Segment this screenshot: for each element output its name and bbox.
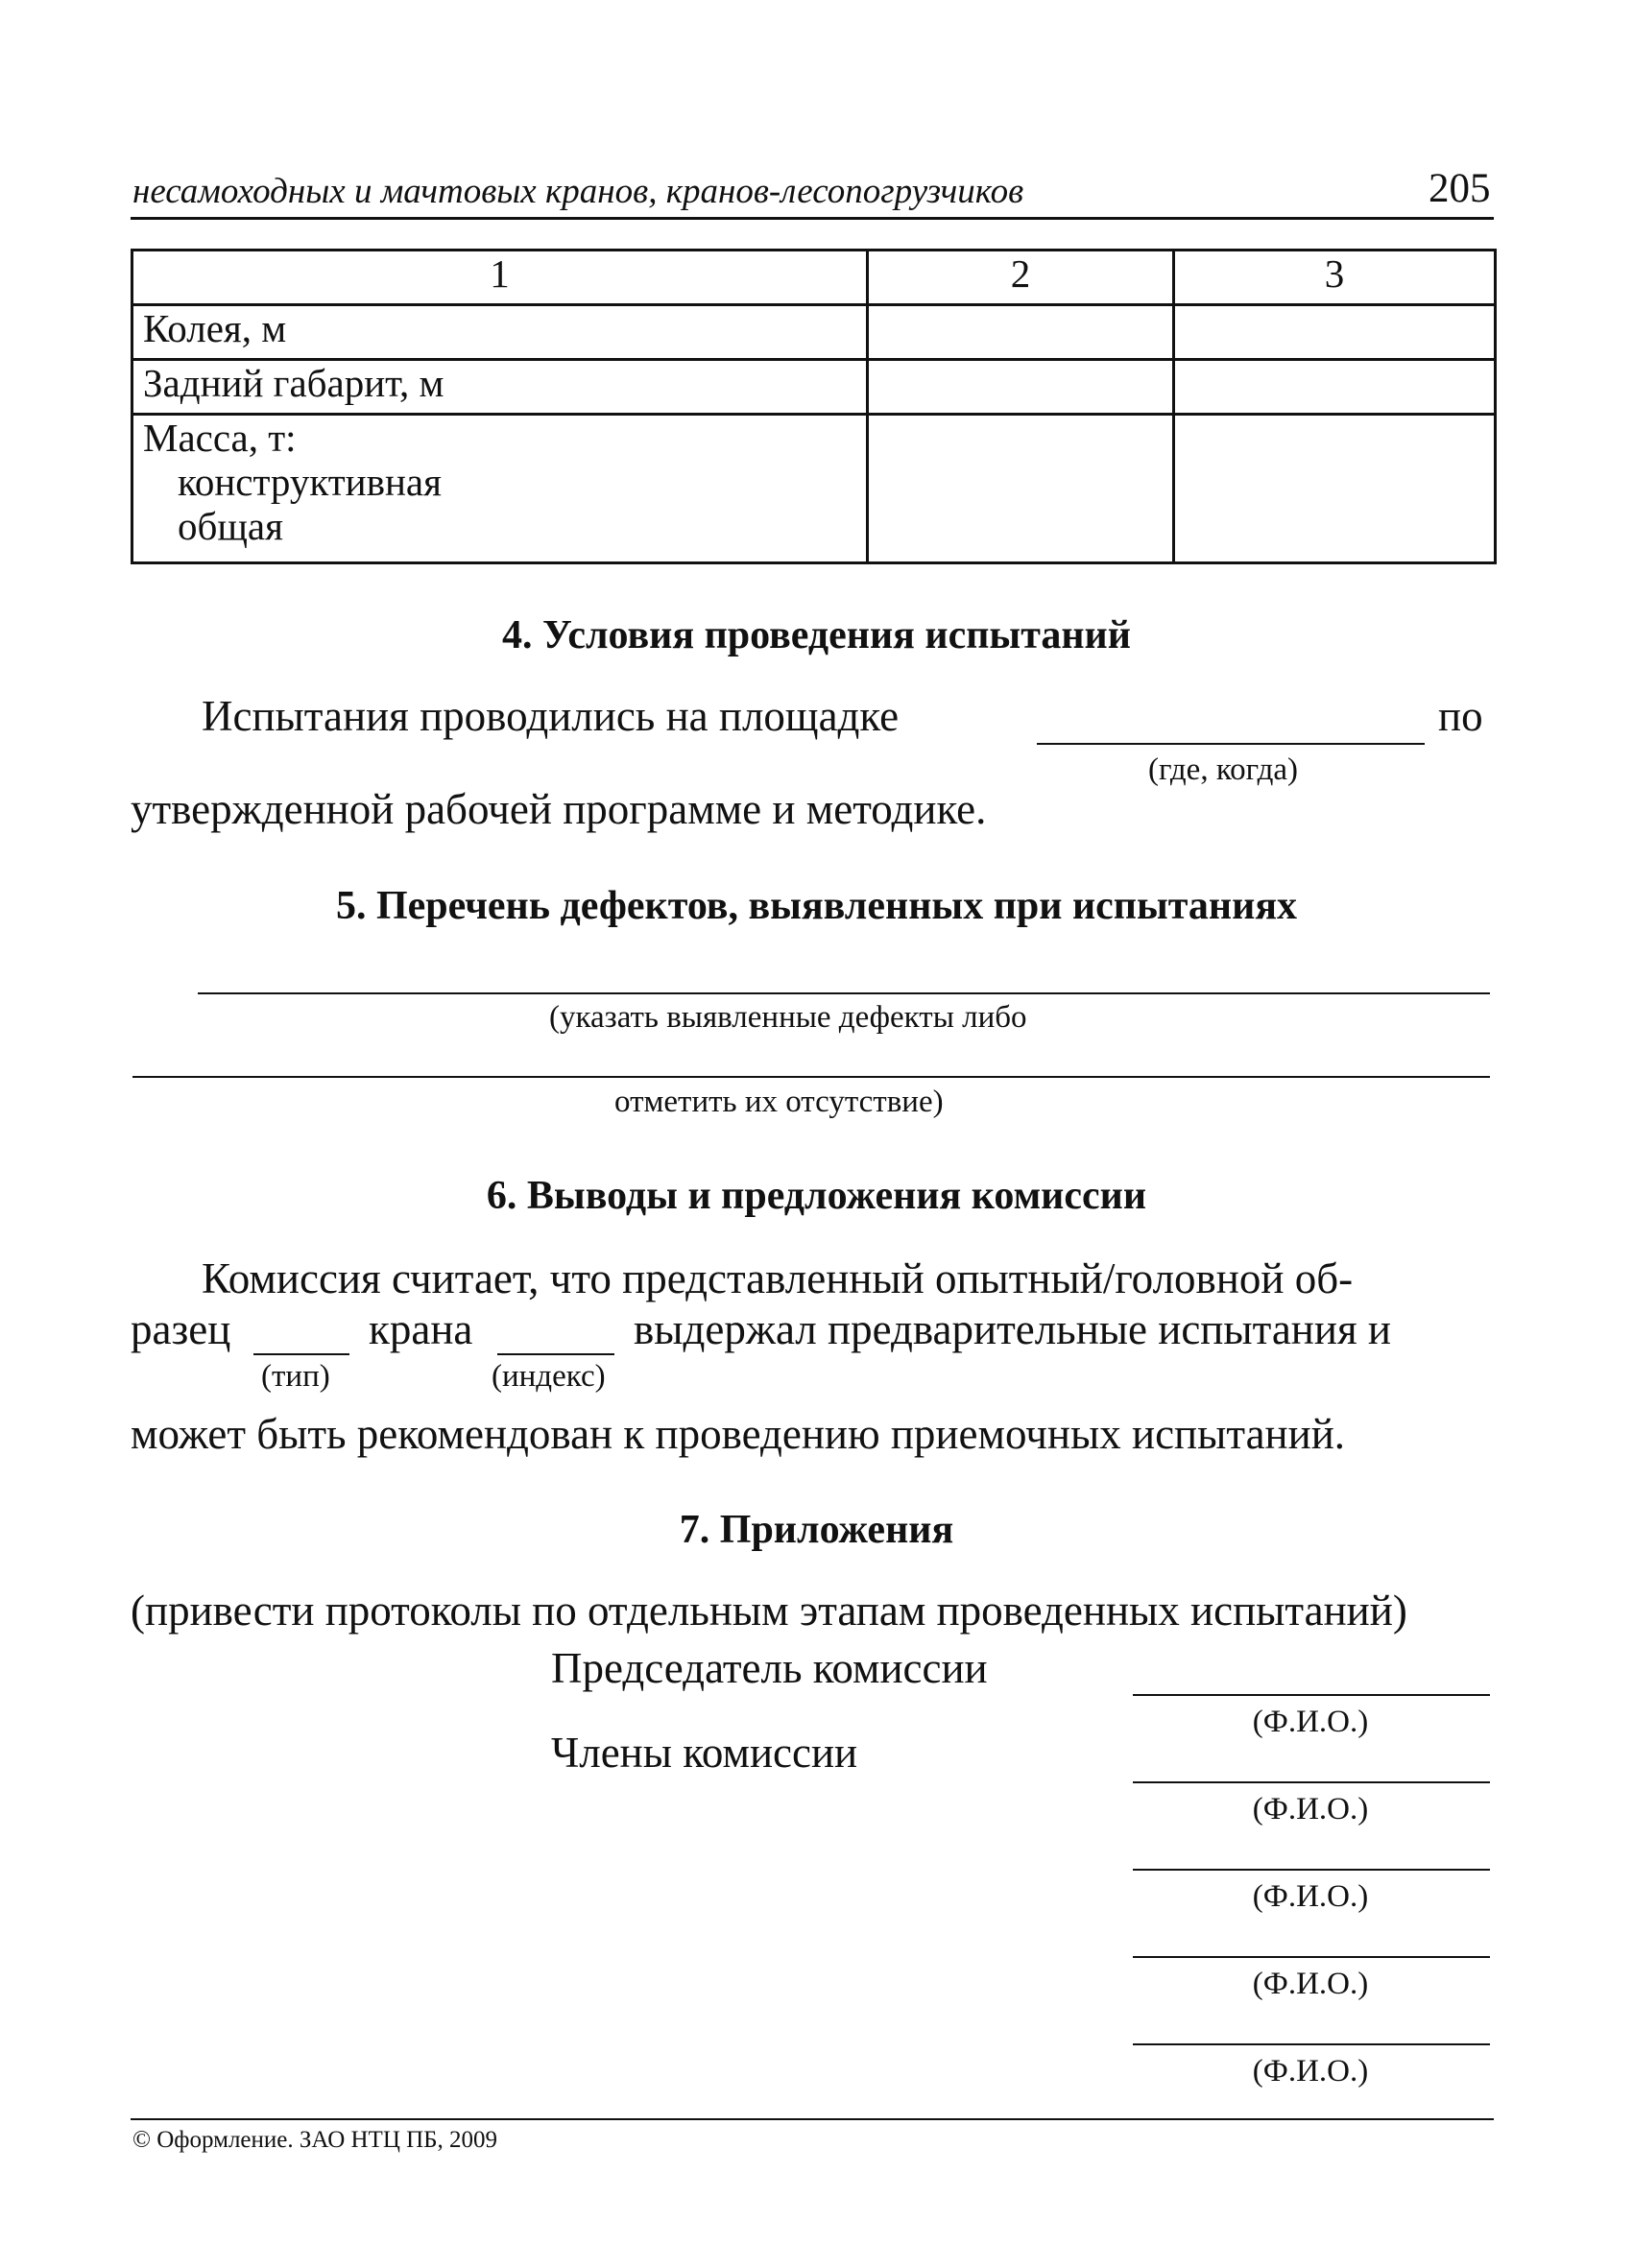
page-number: 205 (1429, 166, 1491, 211)
index-blank (497, 1353, 614, 1355)
section-6-line2-rest: выдержал предварительные испытания и (634, 1305, 1391, 1353)
section-5-title: 5. Перечень дефектов, выявленных при испытаниях (335, 884, 1298, 928)
table-cell (868, 305, 1174, 360)
table-row (132, 415, 1496, 563)
signature-line (1133, 1694, 1490, 1696)
word-krana: крана (369, 1305, 473, 1353)
mass-total: общая (178, 504, 283, 548)
header-divider (131, 217, 1494, 220)
column-header: 1 (132, 251, 868, 305)
row-label: Задний габарит, м (132, 360, 868, 415)
row-label-mass (132, 415, 868, 563)
section-4-line2: утвержденной рабочей программе и методике. (131, 785, 987, 833)
row-label: Колея, м (132, 305, 868, 360)
fio-caption: (Ф.И.О.) (1252, 1967, 1369, 2001)
section-4-title: 4. Условия проведения испытаний (502, 613, 1131, 657)
where-when-caption: (где, когда) (1148, 752, 1298, 787)
section-7-title: 7. Приложения (679, 1508, 954, 1552)
defects-line-2 (132, 1076, 1490, 1078)
column-header: 2 (868, 251, 1174, 305)
fio-caption: (Ф.И.О.) (1252, 2054, 1369, 2089)
copyright: © Оформление. ЗАО НТЦ ПБ, 2009 (132, 2127, 498, 2153)
table-cell (868, 415, 1174, 563)
mass-label: Масса, т: (143, 416, 297, 460)
parameters-table (131, 249, 1497, 564)
type-caption: (тип) (261, 1359, 330, 1394)
signature-line (1133, 1869, 1490, 1871)
footer-divider (131, 2118, 1494, 2120)
mass-constructive: конструктивная (178, 460, 442, 504)
table-cell (868, 360, 1174, 415)
table-row (132, 305, 1496, 360)
signature-line (1133, 2043, 1490, 2045)
column-header: 3 (1174, 251, 1496, 305)
fio-caption: (Ф.И.О.) (1252, 1792, 1369, 1826)
table-header-row (132, 251, 1496, 305)
type-blank (253, 1353, 349, 1355)
section-7-instruction: (привести протоколы по отдельным этапам проведенных испытаний) (131, 1587, 1407, 1635)
members-label: Члены комиссии (551, 1729, 858, 1777)
table-cell (1174, 360, 1496, 415)
section-6-title: 6. Выводы и предложения комиссии (486, 1174, 1147, 1218)
chairman-label: Председатель комиссии (551, 1644, 988, 1692)
defects-line-1 (198, 992, 1490, 994)
defects-caption-1: (указать выявленные дефекты либо (549, 1000, 1027, 1035)
section-4-line1: Испытания проводились на площадке (202, 692, 900, 740)
signature-line (1133, 1781, 1490, 1783)
signature-line (1133, 1956, 1490, 1958)
fio-caption: (Ф.И.О.) (1252, 1879, 1369, 1914)
section-4-po: по (1438, 692, 1483, 740)
defects-caption-2: отметить их отсутствие) (614, 1085, 944, 1119)
index-caption: (индекс) (492, 1359, 606, 1394)
running-header: несамоходных и мачтовых кранов, кранов-лесопогрузчиков (132, 172, 1024, 211)
table-cell (1174, 415, 1496, 563)
word-razets: разец (131, 1305, 231, 1353)
where-when-blank (1037, 743, 1425, 745)
section-6-line3: может быть рекомендован к проведению приемочных испытаний. (131, 1410, 1346, 1458)
fio-caption: (Ф.И.О.) (1252, 1705, 1369, 1739)
table-cell (1174, 305, 1496, 360)
section-6-line1: Комиссия считает, что представленный опытный/головной об- (202, 1254, 1354, 1302)
table-row (132, 360, 1496, 415)
